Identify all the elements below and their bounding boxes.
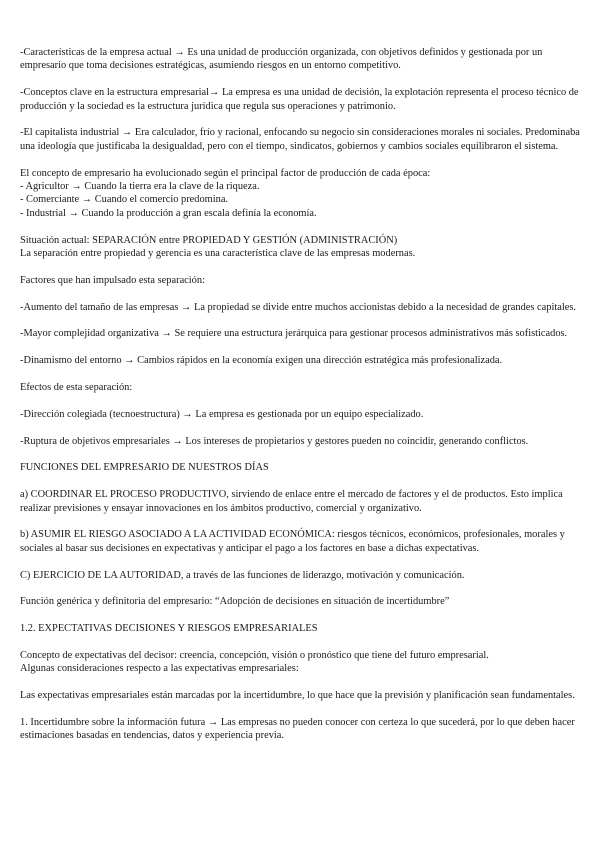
paragraph-aumento-tamano: -Aumento del tamaño de las empresas → La propiedad se divide entre muchos accionistas debido a la necesidad de grandes capitales. [20,301,576,313]
list-item: - Comerciante → Cuando el comercio predomina. [20,194,229,206]
paragraph-incertidumbre-general: Las expectativas empresariales están marcadas por la incertidumbre, lo que hace que la previsión y planificación sean fundamentales. [20,690,575,702]
section-heading: Situación actual: SEPARACIÓN entre PROPIEDAD Y GESTIÓN (ADMINISTRACIÓN) [20,234,398,246]
paragraph-ruptura-objetivos: -Ruptura de objetivos empresariales → Los intereses de propietarios y gestores pueden no coincidir, generando conflictos. [20,435,529,447]
document-page [20,46,582,756]
section-heading-funciones: FUNCIONES DEL EMPRESARIO DE NUESTROS DÍAS [20,462,269,474]
section-heading-expectativas: 1.2. EXPECTATIVAS DECISIONES Y RIESGOS EMPRESARIALES [20,623,318,635]
paragraph-capitalista-industrial: -El capitalista industrial → Era calculador, frío y racional, enfocando su negocio sin consideraciones morales ni sociales. Predominaba una ideología que justificaba la desigualdad, pero con el tiempo, sindicatos, gobiernos y cambios sociales equilibraron el sistema. [20,127,580,152]
paragraph-complejidad: -Mayor complejidad organizativa → Se requiere una estructura jerárquica para gestionar procesos administrativos más sofisticados. [20,328,568,340]
paragraph-factores-heading: Factores que han impulsado esta separación: [20,274,205,286]
paragraph-dinamismo: -Dinamismo del entorno → Cambios rápidos en la economía exigen una dirección estratégica más profesionalizada. [20,355,503,367]
paragraph-concepto-expectativas [20,649,582,676]
paragraph-funcion-generica: Función genérica y definitoria del empresario: “Adopción de decisiones en situación de incertidumbre” [20,596,450,608]
paragraph-funcion-a: a) COORDINAR EL PROCESO PRODUCTIVO, sirviendo de enlace entre el mercado de factores y el de productos. Esto implica realizar previsiones y ensayar innovaciones en los ámbitos productivo, comercial y organizativo. [20,489,563,514]
text-line: La separación entre propiedad y gerencia es una característica clave de las empresas modernas. [20,248,416,260]
text-line: Concepto de expectativas del decisor: creencia, concepción, visión o pronóstico que tiene del futuro empresarial. [20,650,489,661]
list-item: - Agricultor → Cuando la tierra era la clave de la riqueza. [20,181,260,193]
paragraph-situacion-actual [20,234,582,261]
paragraph-funcion-c: C) EJERCICIO DE LA AUTORIDAD, a través de las funciones de liderazgo, motivación y comunicación. [20,569,465,581]
text-line: Algunas consideraciones respecto a las expectativas empresariales: [20,663,299,675]
paragraph-efectos-heading: Efectos de esta separación: [20,382,133,394]
list-item: - Industrial → Cuando la producción a gran escala definía la economía. [20,207,317,219]
text-line: El concepto de empresario ha evolucionado según el principal factor de producción de cada época: [20,167,431,179]
paragraph-evolucion-empresario [20,167,582,221]
paragraph-direccion-colegiada: -Dirección colegiada (tecnoestructura) → La empresa es gestionada por un equipo especializado. [20,408,424,420]
paragraph-incertidumbre-informacion: 1. Incertidumbre sobre la información futura → Las empresas no pueden conocer con certeza lo que sucederá, por lo que deben hacer estimaciones basadas en tendencias, datos y experiencia previa. [20,717,575,742]
paragraph-caracteristicas: -Características de la empresa actual → Es una unidad de producción organizada, con objetivos definidos y gestionada por un empresario que toma decisiones estratégicas, asumiendo riesgos en un entorno competitivo. [20,47,543,72]
paragraph-funcion-b: b) ASUMIR EL RIESGO ASOCIADO A LA ACTIVIDAD ECONÓMICA: riesgos técnicos, económicos, profesionales, morales y sociales al basar sus decisiones en expectativas y anticipar el pago a los factores en base a dichas expectativas. [20,529,565,554]
paragraph-conceptos-clave: -Conceptos clave en la estructura empresarial→ La empresa es una unidad de decisión, la explotación representa el proceso técnico de producción y la sociedad es la estructura jurídica que regula sus operaciones y patrimonio. [20,87,579,112]
